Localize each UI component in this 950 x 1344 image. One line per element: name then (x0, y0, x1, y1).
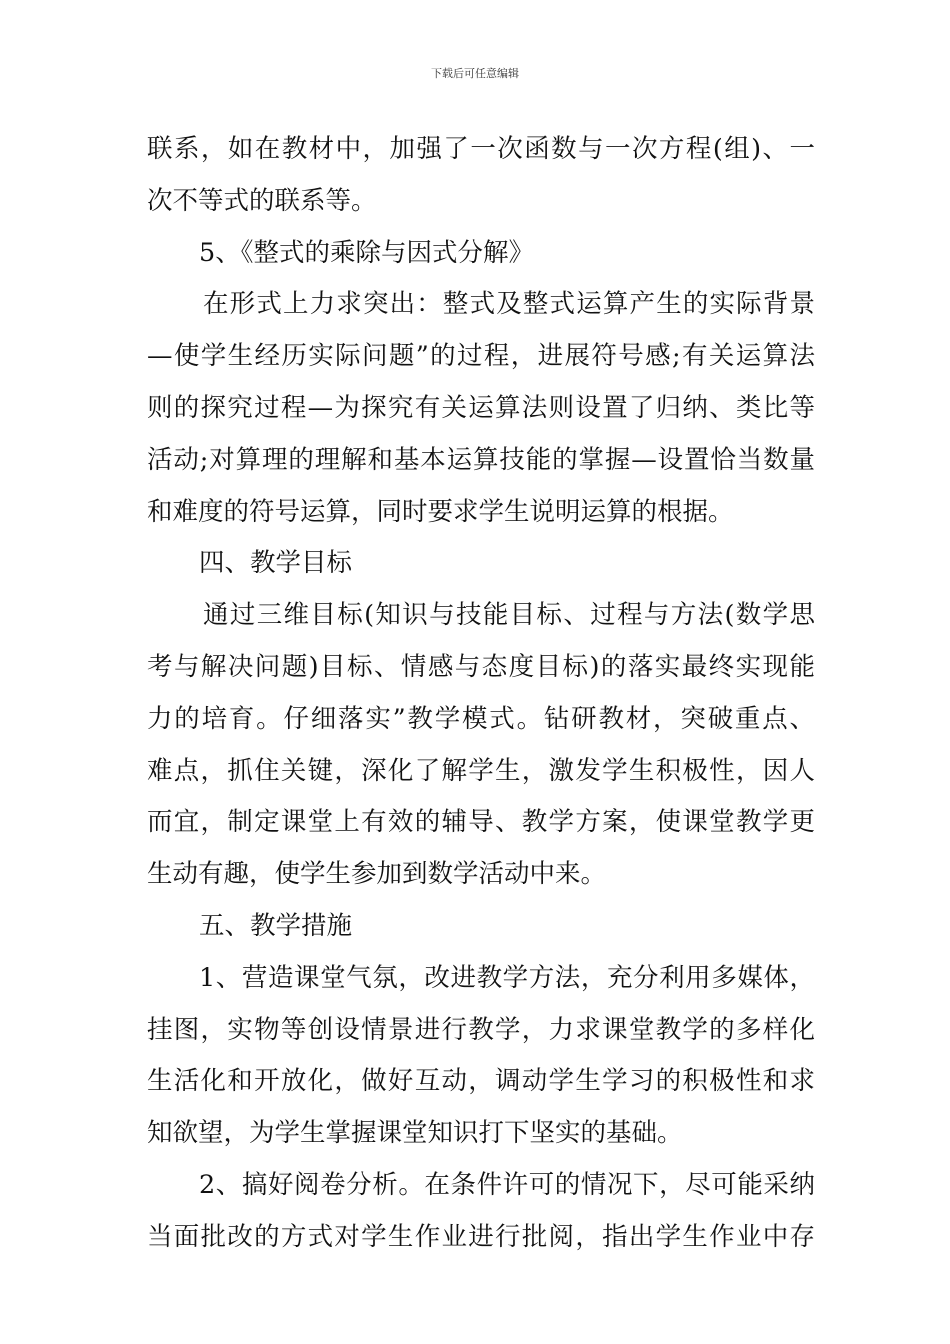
body-line: 联系，如在教材中，加强了一次函数与一次方程(组)、一 (147, 134, 815, 164)
body-line: —使学生经历实际问题”的过程，进展符号感;有关运算法 (147, 341, 815, 372)
body-line: 1、营造课堂气氛，改进教学方法，充分利用多媒体， (199, 962, 815, 993)
body-line: 2、搞好阅卷分析。在条件许可的情况下，尽可能采纳 (199, 1169, 815, 1200)
body-line: 而宜，制定课堂上有效的辅导、教学方案，使课堂教学更 (147, 807, 815, 838)
document-body (147, 124, 815, 1264)
page-header: 下载后可任意编辑 (431, 67, 519, 80)
body-line: 生活化和开放化，做好互动，调动学生学习的积极性和求 (147, 1066, 815, 1097)
section-heading: 5、《整式的乘除与因式分解》 (199, 237, 534, 268)
body-line: 次不等式的联系等。 (147, 185, 377, 216)
body-line: 在形式上力求突出：整式及整式运算产生的实际背景 (203, 289, 815, 320)
section-heading: 四、教学目标 (199, 548, 353, 579)
body-line: 挂图，实物等创设情景进行教学，力求课堂教学的多样化 (147, 1014, 815, 1045)
body-line: 难点，抓住关键，深化了解学生，激发学生积极性，因人 (147, 755, 815, 786)
body-line: 活动;对算理的理解和基本运算技能的掌握—设置恰当数量 (147, 444, 815, 475)
body-line: 力的培育。仔细落实”教学模式。钻研教材，突破重点、 (147, 703, 815, 734)
body-line: 考与解决问题)目标、情感与态度目标)的落实最终实现能 (147, 651, 815, 682)
section-heading: 五、教学措施 (199, 910, 353, 941)
body-line: 通过三维目标(知识与技能目标、过程与方法(数学思 (203, 600, 815, 631)
body-line: 知欲望，为学生掌握课堂知识打下坚实的基础。 (147, 1118, 683, 1149)
body-line: 当面批改的方式对学生作业进行批阅，指出学生作业中存 (147, 1221, 815, 1252)
body-line: 生动有趣，使学生参加到数学活动中来。 (147, 859, 607, 890)
body-line: 和难度的符号运算，同时要求学生说明运算的根据。 (147, 496, 734, 527)
body-line: 则的探究过程—为探究有关运算法则设置了归纳、类比等 (147, 392, 815, 423)
